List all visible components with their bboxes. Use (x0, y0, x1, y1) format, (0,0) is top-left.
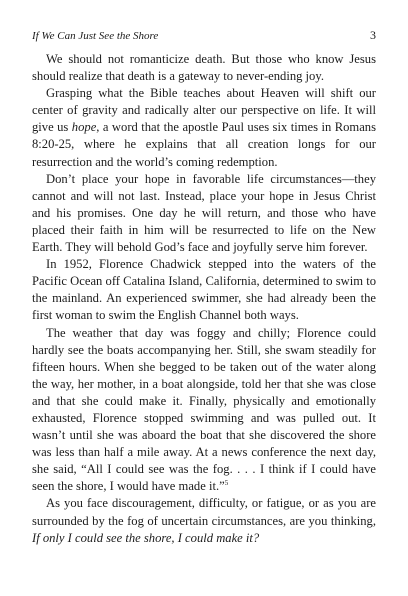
body-text (32, 51, 376, 547)
paragraph (32, 495, 376, 546)
paragraph (32, 171, 376, 256)
running-title: If We Can Just See the Shore (32, 30, 159, 42)
emphasized-word: hope (71, 120, 97, 135)
paragraph-text: Don’t place your hope in favorable life circumstances—they cannot and will not last. Instead, place your hope in Jesus Christ and his promises. One day he will return, and those who have placed their faith in him will be resurrected to life on the New Earth. They will behold God’s face and joyfully serve him forever. (32, 171, 376, 255)
paragraph-text: As you face discouragement, difficulty, or fatigue, or as you are surrounded by the fog of uncertain circumstances, are you thinking, (32, 496, 376, 528)
paragraph (32, 325, 376, 496)
paragraph-text: In 1952, Florence Chadwick stepped into the waters of the Pacific Ocean off Catalina Island, California, determined to swim to the mainland. An experienced swimmer, she had already been the first woman to swim the English Channel both ways. (32, 257, 376, 323)
paragraph-text: , a word that the apostle Paul uses six times in Romans 8:20-25, where he explains that all creation longs for our resurrection and the world’s coming redemption. (32, 120, 376, 169)
emphasized-quote: If only I could see the shore, I could make it? (32, 530, 260, 545)
paragraph-text: Grasping what the Bible teaches about Heaven will shift our center of gravity and radically alter our perspective on life. It will give us (32, 86, 376, 135)
paragraph (32, 85, 376, 170)
paragraph-text: We should not romanticize death. But those who know Jesus should realize that death is a gateway to never-ending joy. (32, 52, 376, 84)
footnote-marker: 5 (224, 479, 229, 488)
paragraph-text: The weather that day was foggy and chilly; Florence could hardly see the boats accompanying her. Still, she swam steadily for fifteen hours. When she begged to be taken out of the water along the way, her mother, in a boat alongside, told her that she was close and that she could make it. Finally, physically and emotionally exhausted, Florence stopped swimming and was pulled out. It wasn’t until she was aboard the boat that she discovered the shore was less than half a mile away. At a news conference the next day, she said, “All I could see was the fog. . . . I think if I could have seen the shore, I would have made it.” (32, 325, 376, 494)
paragraph (32, 256, 376, 324)
running-header (32, 28, 376, 43)
paragraph (32, 51, 376, 85)
page-number: 3 (370, 28, 376, 42)
